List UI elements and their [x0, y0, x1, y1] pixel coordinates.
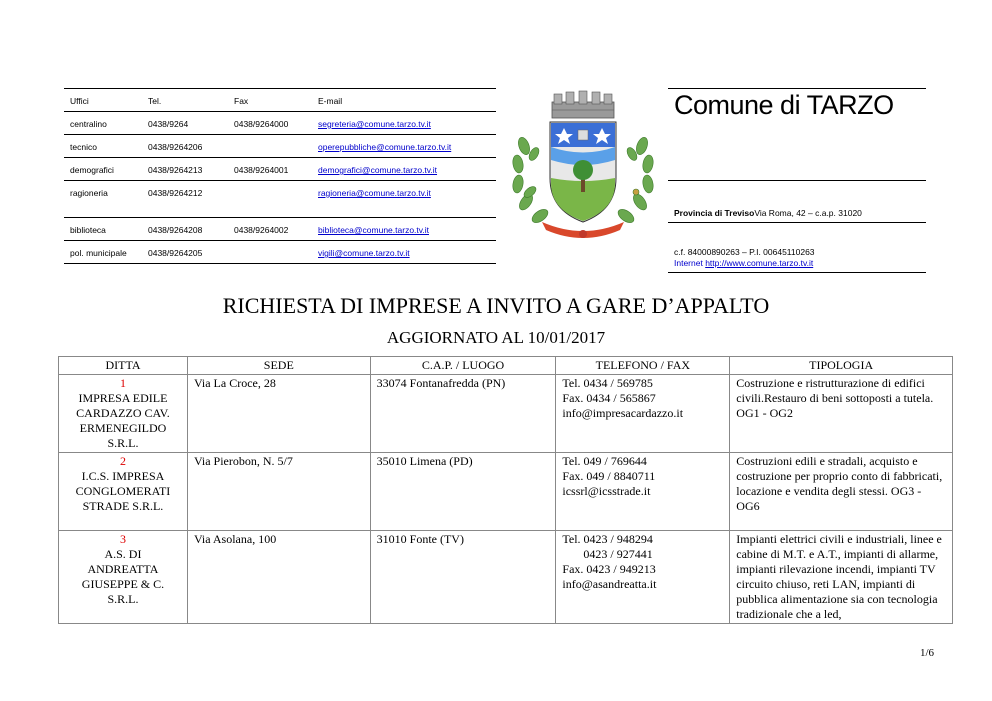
office-tel: 0438/9264208: [148, 225, 203, 235]
office-email-link[interactable]: ragioneria@comune.tarzo.tv.it: [318, 188, 431, 198]
cell-sede: Via Asolana, 100: [187, 531, 370, 624]
municipality-name: Comune di TARZO: [674, 90, 894, 120]
office-spacer-row: [64, 203, 496, 217]
row-number: 1: [119, 376, 126, 390]
company-name: I.C.S. IMPRESA CONGLOMERATI STRADE S.R.L.: [75, 469, 171, 513]
office-tel: 0438/9264213: [148, 165, 203, 175]
document-subtitle: AGGIORNATO AL 10/01/2017: [386, 328, 606, 347]
companies-table: [58, 356, 953, 624]
offices-header-email: E-mail: [318, 96, 343, 106]
row-number: 2: [119, 454, 126, 468]
laurel-right-icon: [616, 136, 655, 225]
header-tipo: TIPOLOGIA: [730, 357, 953, 375]
province-label: Provincia di Treviso: [674, 208, 755, 218]
header-sede: SEDE: [187, 357, 370, 375]
cell-tel: Tel. 0423 / 948294 0423 / 927441 Fax. 0423 / 949213 info@asandreatta.it: [556, 531, 730, 624]
cell-tipo: Costruzione e ristrutturazione di edifici civili.Restauro di beni sottoposti a tutela. OG1 - OG2: [730, 375, 953, 453]
office-name: tecnico: [70, 142, 97, 152]
office-email-link[interactable]: biblioteca@comune.tarzo.tv.it: [318, 225, 429, 235]
cell-ditta: [59, 531, 188, 624]
ribbon-icon: [542, 222, 624, 238]
office-fax: 0438/9264001: [234, 165, 289, 175]
office-tel: 0438/9264205: [148, 248, 203, 258]
page-number: 1/6: [920, 647, 935, 659]
internet-line: [674, 258, 813, 268]
table-header-row: [59, 357, 953, 375]
company-name: IMPRESA EDILE CARDAZZO CAV. ERMENEGILDO S.R.L.: [76, 391, 170, 450]
office-email-link[interactable]: segreteria@comune.tarzo.tv.it: [318, 119, 431, 129]
office-name: ragioneria: [70, 188, 108, 198]
cell-cap: 31010 Fonte (TV): [370, 531, 556, 624]
table-row: [59, 453, 953, 531]
office-email-link[interactable]: operepubbliche@comune.tarzo.tv.it: [318, 142, 452, 152]
offices-header-tel: Tel.: [148, 96, 162, 106]
header-rule: [668, 88, 926, 89]
shield-icon: [550, 122, 616, 222]
office-name: pol. municipale: [70, 248, 127, 258]
header-rule: [668, 222, 926, 223]
cell-ditta: [59, 453, 188, 531]
table-row: [59, 375, 953, 453]
offices-table: [64, 88, 496, 264]
office-row: [64, 157, 496, 180]
fiscal-codes: c.f. 84000890263 – P.I. 00645110263: [674, 247, 815, 257]
office-row: [64, 240, 496, 264]
cell-sede: Via La Croce, 28: [187, 375, 370, 453]
office-fax: 0438/9264002: [234, 225, 289, 235]
row-number: 3: [119, 532, 126, 546]
cell-cap: 33074 Fontanafredda (PN): [370, 375, 556, 453]
cell-cap: 35010 Limena (PD): [370, 453, 556, 531]
office-tel: 0438/9264212: [148, 188, 203, 198]
office-email-link[interactable]: vigili@comune.tarzo.tv.it: [318, 248, 410, 258]
cell-sede: Via Pierobon, N. 5/7: [187, 453, 370, 531]
header-cap: C.A.P. / LUOGO: [370, 357, 556, 375]
header-ditta: DITTA: [59, 357, 188, 375]
office-fax: 0438/9264000: [234, 119, 289, 129]
office-row: [64, 217, 496, 240]
header-rule: [668, 180, 926, 181]
address: Via Roma, 42 – c.a.p. 31020: [754, 208, 862, 218]
crown-icon: [552, 91, 614, 118]
header-tel: TELEFONO / FAX: [556, 357, 730, 375]
header-rule: [668, 272, 926, 273]
offices-header-fax: Fax: [234, 96, 249, 106]
document-title: RICHIESTA DI IMPRESE A INVITO A GARE D’APPALTO: [222, 293, 770, 318]
cell-tipo: Impianti elettrici civili e industriali, linee e cabine di M.T. e A.T., impianti di allarme, impianti rilevazione incendi, impianti TV circuito chiuso, reti LAN, impianti di pubblica alimentazione sia con tecnologia tradizionale che a led,: [730, 531, 953, 624]
coat-of-arms-logo: [502, 88, 664, 244]
laurel-left-icon: [512, 136, 551, 225]
office-tel: 0438/9264: [148, 119, 189, 129]
office-name: biblioteca: [70, 225, 106, 235]
cell-tipo: Costruzioni edili e stradali, acquisto e costruzione per proprio conto di fabbricati, locazione e vendita degli stessi. OG3 - OG6: [730, 453, 953, 531]
office-email-link[interactable]: demografici@comune.tarzo.tv.it: [318, 165, 438, 175]
company-name: A.S. DI ANDREATTA GIUSEPPE & C. S.R.L.: [81, 547, 165, 606]
province-address: [674, 208, 862, 218]
office-row: [64, 180, 496, 203]
offices-header-row: [64, 88, 496, 111]
office-name: demografici: [70, 165, 114, 175]
office-row: [64, 111, 496, 134]
cell-tel: Tel. 049 / 769644 Fax. 049 / 8840711 icssrl@icsstrade.it: [556, 453, 730, 531]
office-row: [64, 134, 496, 157]
cell-ditta: [59, 375, 188, 453]
cell-tel: Tel. 0434 / 569785 Fax. 0434 / 565867 info@impresacardazzo.it: [556, 375, 730, 453]
internet-label: Internet: [674, 258, 706, 268]
table-row: [59, 531, 953, 624]
website-link[interactable]: http://www.comune.tarzo.tv.it: [705, 258, 814, 268]
office-name: centralino: [70, 119, 107, 129]
office-tel: 0438/9264206: [148, 142, 203, 152]
offices-header-office: Uffici: [70, 96, 89, 106]
